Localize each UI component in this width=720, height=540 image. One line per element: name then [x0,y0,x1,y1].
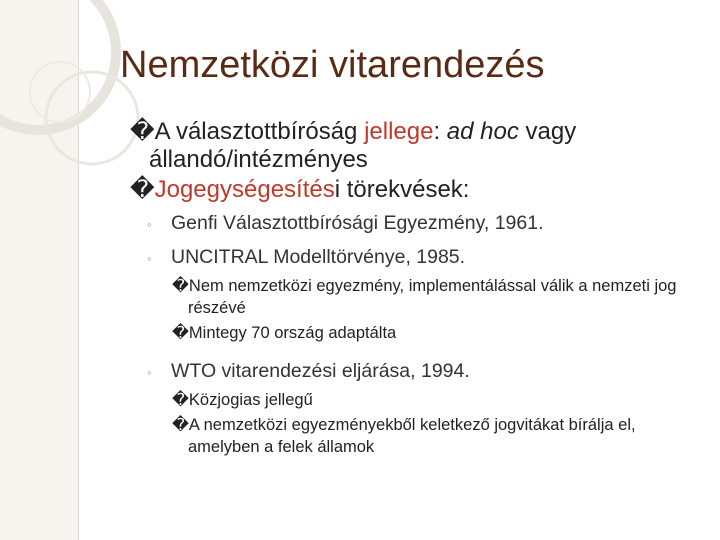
bullet-glyph: � [172,391,189,409]
circle-bullet-icon: ◦ [147,365,152,380]
wto-detail-1: �Közjogias jellegű [172,391,313,409]
bullet-glyph: � [130,118,155,145]
highlight-jellege: jellege [364,118,434,145]
uncitral-detail-2: �Mintegy 70 ország adaptálta [172,324,397,342]
bullet-glyph: � [130,176,155,203]
highlight-jogegysegesites: Jogegységesítés [154,176,335,203]
circle-bullet-icon: ◦ [147,217,152,232]
italic-ad-hoc: ad hoc [446,118,519,145]
uncitral-detail-1: �Nem nemzetközi egyezmény, implementálással válik a nemzeti jog részévé [172,277,677,317]
sub-bullet-geneva: ◦ Genfi Választottbírósági Egyezmény, 1961. [147,210,700,238]
bullet-arbitration-nature: �A választottbíróság jellege: ad hoc vagy állandó/intézményes [130,118,577,173]
sub-bullet-uncitral: ◦ UNCITRAL Modelltörvénye, 1985. [147,244,700,272]
slide-title: Nemzetközi vitarendezés [120,44,545,86]
circle-bullet-icon: ◦ [147,251,152,266]
slide-content [130,118,700,458]
sub-bullet-wto: ◦ WTO vitarendezési eljárása, 1994. [147,358,700,386]
wto-detail-2: �A nemzetközi egyezményekből keletkező jogvitákat bírálja el, amelyben a felek államok [172,416,636,456]
bullet-harmonization: �Jogegységesítési törekvések: [130,176,470,203]
bullet-glyph: � [172,416,189,434]
bullet-glyph: � [172,324,189,342]
bullet-glyph: � [172,277,189,295]
